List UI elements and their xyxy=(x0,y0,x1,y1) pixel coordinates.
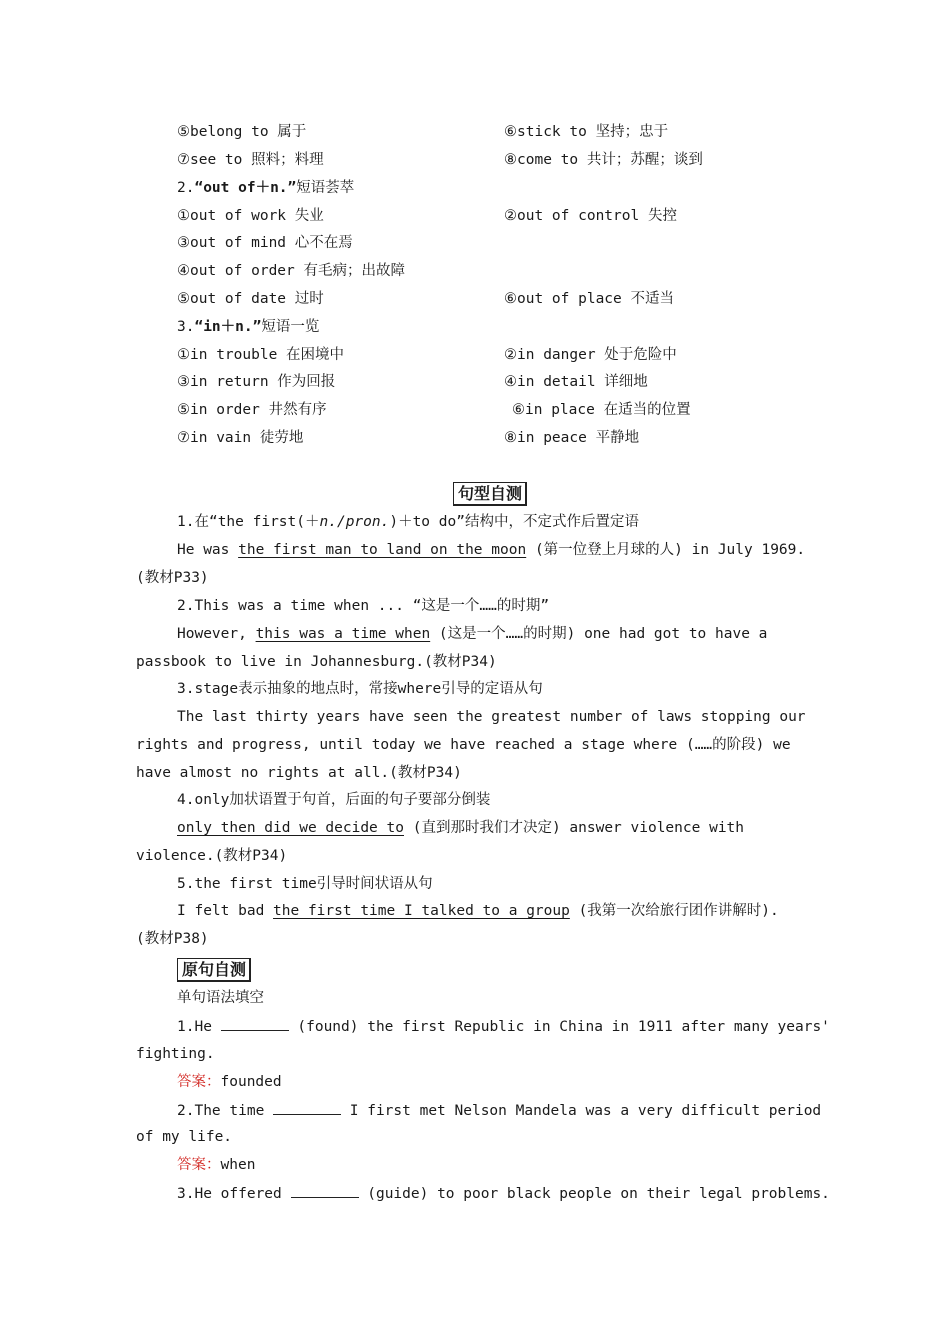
exercise-instruction: 单句语法填空 xyxy=(177,990,264,1006)
example-sentence xyxy=(177,901,779,921)
pattern-heading: 4.only加状语置于句首，后面的句子要部分倒装 xyxy=(177,792,491,808)
phrase-item: ⑦see to 照料；料理 xyxy=(177,152,324,168)
example-sentence-cont: have almost no rights at all.(教材P34) xyxy=(136,765,462,781)
pattern-text: 1.在“the first(＋ xyxy=(177,514,320,530)
exercise-question xyxy=(177,1100,821,1121)
pattern-heading: 3.stage表示抽象的地点时，常接where引导的定语从句 xyxy=(177,681,543,697)
pattern-heading xyxy=(177,512,639,532)
phrase-item: ④in detail 详细地 xyxy=(504,374,648,390)
phrase-item: ⑧come to 共计；苏醒；谈到 xyxy=(504,152,703,168)
underlined-answer: only then did we decide to xyxy=(177,820,404,836)
answer-label: 答案： xyxy=(177,1157,221,1173)
example-sentence-cont: violence.(教材P34) xyxy=(136,848,288,864)
underlined-answer: this was a time when xyxy=(255,626,431,642)
section-title-original-sentences: 原句自测 xyxy=(177,958,251,982)
phrase-item: ②in danger 处于危险中 xyxy=(504,347,677,363)
question-text: I first met Nelson Mandela was a very difficult period xyxy=(341,1103,822,1119)
answer-line xyxy=(177,1155,255,1175)
phrase-item: ⑥out of place 不适当 xyxy=(504,291,674,307)
example-sentence xyxy=(177,540,805,560)
example-sentence: The last thirty years have seen the greatest number of laws stopping our xyxy=(177,709,806,725)
heading-pattern: “in＋n.” xyxy=(194,319,262,335)
example-sentence-cont: passbook to live in Johannesburg.(教材P34) xyxy=(136,654,497,670)
phrase-item: ⑤out of date 过时 xyxy=(177,291,324,307)
section-title-sentence-patterns: 句型自测 xyxy=(453,482,527,506)
phrase-item: ②out of control 失控 xyxy=(504,208,677,224)
phrase-item: ③out of mind 心不在焉 xyxy=(177,235,353,251)
exercise-question-cont: fighting. xyxy=(136,1046,215,1062)
heading-number: 3. xyxy=(177,319,195,335)
answer-blank[interactable] xyxy=(291,1183,359,1198)
source-ref: (教材P38) xyxy=(136,931,209,947)
example-text: (这是一个……的时期) one had got to have a xyxy=(438,626,768,642)
answer-value: founded xyxy=(220,1074,282,1090)
heading-number: 2. xyxy=(177,180,195,196)
example-sentence xyxy=(177,818,744,838)
phrase-item: ④out of order 有毛病；出故障 xyxy=(177,263,405,279)
source-ref: (教材P33) xyxy=(136,570,209,586)
pattern-heading: 5.the first time引导时间状语从句 xyxy=(177,876,433,892)
example-text: However, xyxy=(177,626,256,642)
exercise-question xyxy=(177,1016,830,1037)
answer-value: when xyxy=(220,1157,256,1173)
phrase-item: ③in return 作为回报 xyxy=(177,374,336,390)
question-text: 2.The time xyxy=(177,1103,274,1119)
phrase-item: ⑧in peace 平静地 xyxy=(504,430,640,446)
example-sentence xyxy=(177,624,767,644)
example-sentence-cont: rights and progress, until today we have reached a stage where (……的阶段) we xyxy=(136,737,791,753)
answer-blank[interactable] xyxy=(273,1100,341,1115)
question-text: (guide) to poor black people on their legal problems. xyxy=(358,1186,830,1202)
exercise-question-cont: of my life. xyxy=(136,1129,233,1145)
heading-pattern: “out of＋n.” xyxy=(194,180,297,196)
question-text: (found) the first Republic in China in 1911 after many years' xyxy=(288,1019,830,1035)
answer-label: 答案： xyxy=(177,1074,221,1090)
underlined-answer: the first man to land on the moon xyxy=(238,542,527,558)
phrase-item: ①out of work 失业 xyxy=(177,208,324,224)
example-text: (直到那时我们才决定) answer violence with xyxy=(412,820,745,836)
pattern-text: )＋to do”结构中，不定式作后置定语 xyxy=(389,514,639,530)
question-text: 3.He offered xyxy=(177,1186,291,1202)
question-text: 1.He xyxy=(177,1019,221,1035)
answer-line xyxy=(177,1072,282,1092)
underlined-answer: the first time I talked to a group xyxy=(273,903,570,919)
example-text: (第一位登上月球的人) in July 1969. xyxy=(534,542,806,558)
heading-text: 短语荟萃 xyxy=(296,180,355,196)
phrase-item: ⑤belong to 属于 xyxy=(177,124,307,140)
phrase-item: ⑥in place 在适当的位置 xyxy=(512,402,691,418)
example-text: He was xyxy=(177,542,239,558)
phrase-item: ①in trouble 在困境中 xyxy=(177,347,345,363)
phrase-item: ⑦in vain 徒劳地 xyxy=(177,430,304,446)
phrase-item: ⑥stick to 坚持；忠于 xyxy=(504,124,669,140)
exercise-question xyxy=(177,1183,830,1204)
phrase-item: ⑤in order 井然有序 xyxy=(177,402,327,418)
answer-blank[interactable] xyxy=(221,1016,289,1031)
pattern-heading: 2.This was a time when ... “这是一个……的时期” xyxy=(177,598,550,614)
phrase-group-heading xyxy=(177,317,319,337)
example-text: I felt bad xyxy=(177,903,274,919)
example-text: (我第一次给旅行团作讲解时). xyxy=(578,903,779,919)
heading-text: 短语一览 xyxy=(261,319,320,335)
phrase-group-heading xyxy=(177,178,354,198)
pattern-italic: n./pron. xyxy=(319,514,390,530)
